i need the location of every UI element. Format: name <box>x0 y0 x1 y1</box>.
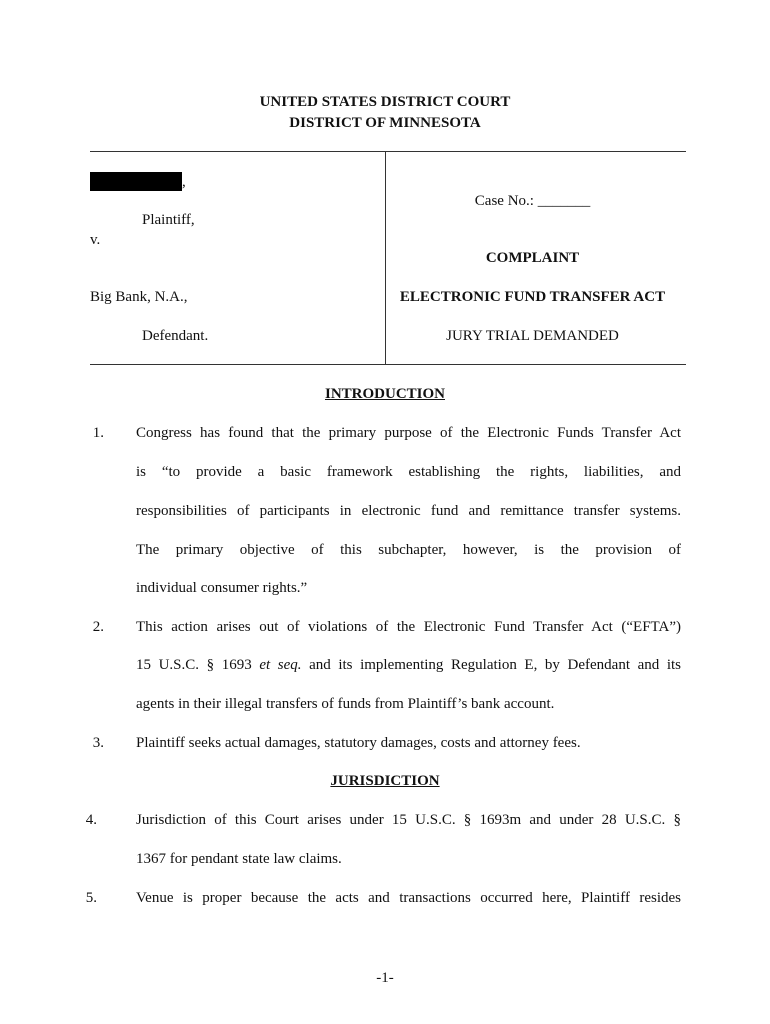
paragraph-number: 4. <box>85 812 97 828</box>
caption-top-rule <box>90 151 686 152</box>
defendant-label: Defendant. <box>142 328 209 344</box>
plaintiff-name-comma: , <box>182 174 186 190</box>
caption-bottom-rule <box>90 364 686 365</box>
paragraph-number: 3. <box>92 735 104 751</box>
court-district: DISTRICT OF MINNESOTA <box>289 115 481 131</box>
citation-text: 15 U.S.C. § 1693 <box>136 657 260 673</box>
citation-et-seq: et seq. <box>259 657 302 673</box>
paragraph-1-line-2: is “to provide a basic framework establishing the rights, liabilities, and <box>136 464 681 480</box>
versus-label: v. <box>90 232 101 248</box>
section-heading-introduction: INTRODUCTION <box>324 386 445 402</box>
paragraph-5-line-1: Venue is proper because the acts and transactions occurred here, Plaintiff resides <box>136 890 681 906</box>
court-name: UNITED STATES DISTRICT COURT <box>259 94 511 110</box>
plaintiff-label: Plaintiff, <box>142 212 195 228</box>
paragraph-3-line-1: Plaintiff seeks actual damages, statutory damages, costs and attorney fees. <box>136 735 581 751</box>
paragraph-2-line-3: agents in their illegal transfers of funds from Plaintiff’s bank account. <box>136 696 555 712</box>
paragraph-1-line-3: responsibilities of participants in electronic fund and remittance transfer systems. <box>136 503 681 519</box>
document-title: COMPLAINT <box>485 250 580 266</box>
act-title: ELECTRONIC FUND TRANSFER ACT <box>399 289 666 305</box>
citation-continuation: and its implementing Regulation E, by Defendant and its <box>301 657 681 673</box>
paragraph-1-line-4: The primary objective of this subchapter, however, is the provision of <box>136 542 681 558</box>
paragraph-number: 1. <box>92 425 104 441</box>
paragraph-number: 5. <box>85 890 97 906</box>
jury-demand: JURY TRIAL DEMANDED <box>446 328 619 344</box>
paragraph-4-line-2: 1367 for pendant state law claims. <box>136 851 342 867</box>
defendant-name: Big Bank, N.A., <box>90 289 188 305</box>
section-heading-jurisdiction: JURISDICTION <box>330 773 440 789</box>
page-number: -1- <box>376 970 394 986</box>
paragraph-1-line-5: individual consumer rights.” <box>136 580 308 596</box>
paragraph-1-line-1: Congress has found that the primary purpose of the Electronic Funds Transfer Act <box>136 425 681 441</box>
paragraph-number: 2. <box>92 619 104 635</box>
paragraph-4-line-1: Jurisdiction of this Court arises under 15 U.S.C. § 1693m and under 28 U.S.C. § <box>136 812 681 828</box>
paragraph-2-line-1: This action arises out of violations of the Electronic Fund Transfer Act (“EFTA”) <box>136 619 681 635</box>
case-number: Case No.: _______ <box>474 193 591 209</box>
redacted-plaintiff-name <box>90 172 182 191</box>
paragraph-2-line-2 <box>136 657 681 677</box>
